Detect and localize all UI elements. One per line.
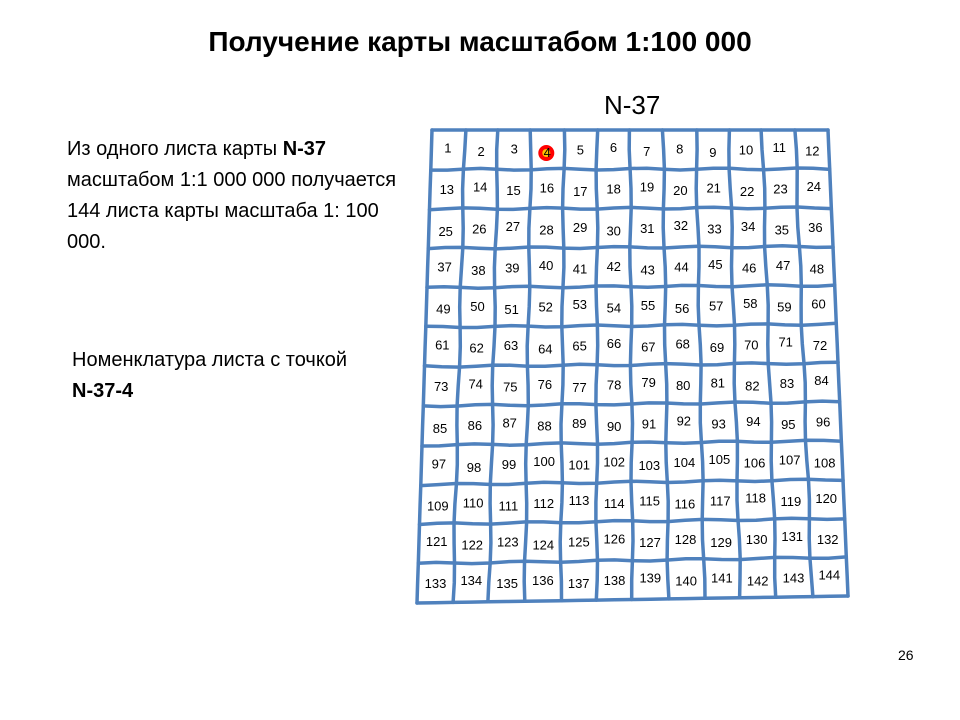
grid-cell-number: 131 — [781, 529, 804, 545]
grid-cell-number: 39 — [505, 260, 520, 276]
grid-cell-number: 26 — [472, 221, 487, 237]
grid-cell-number: 106 — [743, 455, 766, 471]
grid-cell-number: 6 — [609, 140, 618, 156]
grid-cell-number: 134 — [460, 573, 483, 589]
grid-cell-number: 62 — [469, 340, 484, 356]
grid-cell-number: 78 — [606, 377, 622, 393]
grid-cell-number: 58 — [743, 295, 758, 311]
grid-cell-number: 138 — [603, 573, 626, 589]
grid-cell-number: 75 — [503, 379, 518, 395]
grid-cell-number: 73 — [433, 379, 449, 395]
grid-cell-number: 13 — [439, 182, 455, 198]
grid-cell-number: 87 — [502, 415, 517, 431]
grid-cell-number: 27 — [505, 218, 521, 234]
grid-cell-number: 52 — [538, 299, 553, 315]
grid-cell-number: 31 — [640, 220, 655, 236]
grid-cell-number: 120 — [815, 490, 838, 506]
grid-cell-number: 111 — [498, 498, 519, 514]
grid-cell-number: 35 — [774, 222, 790, 238]
grid-cell-number: 107 — [778, 452, 801, 468]
grid-cell-number: 92 — [676, 413, 692, 429]
grid-cell-number: 28 — [539, 222, 554, 238]
grid-cell-number: 5 — [576, 142, 585, 158]
grid-cell-number: 119 — [780, 493, 802, 509]
grid-cell-number: 90 — [606, 419, 622, 434]
grid-cell-number: 20 — [673, 182, 688, 198]
grid-cell-number: 110 — [462, 495, 484, 511]
grid-cell-number: 94 — [746, 414, 761, 429]
grid-cell-number: 63 — [503, 337, 519, 353]
grid-cell-number: 84 — [814, 373, 829, 389]
grid-cell-number: 7 — [643, 143, 651, 159]
grid-cell-number: 91 — [641, 416, 657, 432]
slide-title: Получение карты масштабом 1:100 000 — [208, 26, 752, 57]
grid-cell-number: 76 — [537, 376, 553, 392]
grid-cell-number: 50 — [470, 298, 485, 314]
grid-column-line — [596, 130, 598, 600]
grid-cell-number: 67 — [641, 339, 656, 355]
grid-cell-number: 41 — [572, 261, 588, 277]
grid-cell-number: 89 — [572, 415, 587, 431]
grid-cell-number: 121 — [425, 534, 448, 550]
grid-cell-number: 19 — [639, 179, 655, 195]
grid-cell-number: 83 — [779, 375, 795, 391]
grid-cell-number: 51 — [504, 302, 519, 318]
grid-cell-number: 64 — [538, 341, 553, 357]
grid-cell-number: 74 — [468, 376, 483, 392]
grid-cell-number: 47 — [775, 258, 791, 273]
description-sheet-bold: N-37 — [282, 138, 327, 160]
grid-cell-number: 115 — [639, 493, 660, 509]
grid-cell-number: 69 — [709, 339, 725, 355]
grid-cell-number: 130 — [745, 532, 768, 547]
grid-cell-number: 23 — [773, 181, 788, 197]
page-number: 26 — [898, 647, 914, 663]
grid-cell-number: 139 — [639, 570, 662, 586]
grid-cell-number: 54 — [606, 300, 622, 316]
grid-cell-number: 108 — [813, 455, 836, 471]
grid-cell-number: 112 — [533, 495, 555, 511]
grid-cell-number: 97 — [431, 456, 447, 472]
grid-cell-number: 66 — [606, 335, 622, 351]
grid-cell-number: 24 — [806, 178, 822, 194]
grid-cell-number: 44 — [674, 259, 689, 275]
grid-cell-number: 103 — [638, 457, 661, 473]
grid-cell-number: 21 — [706, 180, 721, 196]
grid-cell-number: 17 — [573, 184, 588, 200]
grid-cell-number: 48 — [809, 261, 825, 277]
grid-cell-number: 12 — [805, 143, 820, 159]
grid-cell-number: 49 — [436, 301, 451, 317]
grid-cell-number: 109 — [426, 498, 449, 514]
description-part1: Из одного листа карты — [67, 138, 283, 160]
grid-cell-number: 25 — [438, 223, 453, 239]
grid-cell-number: 137 — [567, 576, 590, 592]
grid-cell-number: 32 — [673, 218, 689, 234]
grid-cell-number: 114 — [603, 496, 625, 512]
grid-cell-number: 60 — [811, 296, 826, 312]
grid-cell-number: 102 — [603, 454, 626, 470]
grid-cell-number: 132 — [816, 532, 839, 548]
grid-cell-number: 100 — [533, 454, 555, 470]
grid-cell-number: 3 — [510, 141, 518, 157]
grid-cell-number: 95 — [781, 417, 796, 433]
grid-cell-number: 128 — [674, 531, 697, 547]
grid-cell-number: 79 — [641, 374, 656, 390]
grid-cell-number: 36 — [808, 220, 823, 236]
grid-cell-number: 2 — [477, 143, 485, 159]
grid-cell-number: 126 — [603, 531, 626, 547]
grid-cell-number: 45 — [708, 257, 723, 273]
grid-cell-number: 77 — [572, 380, 587, 396]
grid-cell-number: 81 — [710, 375, 726, 391]
grid-cell-number: 129 — [710, 534, 732, 550]
grid-cell-number: 22 — [739, 183, 755, 199]
grid-cell-number: 14 — [472, 179, 488, 195]
grid-cell-number: 123 — [496, 534, 519, 550]
grid-cell-number: 104 — [673, 454, 696, 470]
grid-cell-number: 29 — [572, 219, 588, 235]
grid-cell-number: 88 — [537, 418, 552, 434]
grid-cell-number: 10 — [738, 142, 754, 158]
grid-cell-number: 68 — [675, 336, 690, 352]
grid-cell-number: 82 — [745, 378, 760, 394]
grid-cell-number: 70 — [744, 337, 759, 353]
grid-cell-number: 133 — [424, 576, 447, 591]
grid-cell-number: 118 — [745, 490, 766, 506]
grid-cell-number: 127 — [639, 534, 661, 550]
grid-cell-number: 46 — [741, 260, 757, 276]
grid-cell-number: 117 — [709, 493, 731, 509]
grid-cell-number: 53 — [572, 297, 588, 312]
grid-cell-number: 113 — [568, 493, 590, 508]
grid-cell-number: 9 — [709, 144, 717, 160]
grid-cell-number: 16 — [539, 180, 555, 196]
grid-cell-number: 65 — [572, 338, 587, 354]
nomenclature-bold: N-37-4 — [72, 380, 134, 402]
grid-cell-number: 96 — [815, 414, 831, 430]
grid-cell-number: 30 — [606, 223, 621, 239]
grid-cell-number: 124 — [532, 537, 555, 553]
grid-cell-number: 80 — [675, 378, 691, 393]
nomenclature-prefix: Номенклатура листа с точкой — [72, 349, 348, 371]
sheet-label: N-37 — [604, 90, 661, 120]
grid-cell-number: 71 — [778, 334, 793, 350]
grid-cell-number: 33 — [707, 221, 722, 237]
grid-cell-number: 99 — [501, 457, 517, 472]
grid-cell-number: 93 — [711, 416, 726, 432]
grid-cell-number: 141 — [711, 570, 733, 586]
grid-cell-number: 37 — [437, 259, 452, 275]
grid-cell-number: 34 — [740, 219, 756, 235]
grid-cell-number: 142 — [746, 573, 769, 589]
grid-cell-number: 55 — [640, 297, 656, 313]
grid-cell-number: 86 — [467, 418, 483, 434]
grid-cell-number: 135 — [496, 576, 518, 592]
grid-cell-number: 38 — [471, 263, 486, 279]
grid-cell-number: 143 — [782, 570, 805, 586]
grid-cell-number: 56 — [674, 301, 690, 317]
grid-cell-number: 1 — [444, 140, 452, 156]
grid-cell-number: 85 — [432, 420, 448, 436]
grid-cell-number: 105 — [708, 452, 731, 468]
grid-cell-number: 18 — [606, 181, 621, 197]
grid-cell-number: 57 — [708, 298, 724, 314]
grid-cell-number: 40 — [538, 258, 554, 273]
grid-cell-number: 140 — [675, 573, 697, 589]
grid-cell-number: 98 — [466, 459, 482, 475]
grid-cell-number: 72 — [812, 337, 828, 353]
grid-cell-number: 125 — [568, 534, 590, 550]
grid-cell-number: 8 — [676, 141, 684, 157]
grid-cell-number: 144 — [818, 567, 841, 583]
grid-cell-number: 101 — [568, 457, 591, 473]
grid-cell-number: 116 — [674, 496, 696, 512]
grid-cell-number: 136 — [532, 573, 554, 589]
grid-cell-number: 59 — [777, 299, 792, 315]
grid-cell-number: 11 — [772, 140, 786, 156]
description-part2: масштабом 1:1 000 000 получается 144 листа карты масштаба 1: 100 000. — [67, 169, 397, 253]
grid-cell-number: 122 — [461, 537, 484, 553]
grid-cell-number: 4 — [543, 145, 551, 160]
grid-cell-number: 15 — [506, 183, 521, 199]
grid-cell-number: 61 — [435, 337, 450, 353]
grid-cell-number: 43 — [640, 262, 655, 278]
grid-cell-number: 42 — [606, 258, 622, 274]
